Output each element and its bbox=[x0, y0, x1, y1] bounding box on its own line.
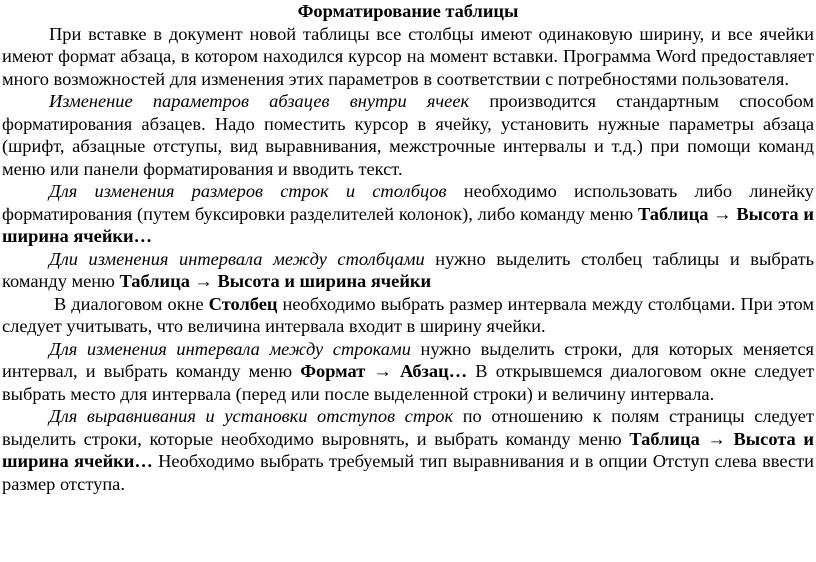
dialog-name: Столбец bbox=[208, 293, 278, 314]
paragraph-text: необходимо выбрать размер интервала между столбцами. При этом следует учитывать, что величина интервала входит в ширину ячейки. bbox=[2, 293, 814, 336]
paragraph-text: необходимо использовать либо линейку форматирования (путем буксировки разделителей колонок), либо команду меню bbox=[2, 181, 814, 224]
paragraph-column-dialog bbox=[2, 293, 814, 338]
menu-command: Таблица → Высота и ширина ячейки… bbox=[2, 428, 815, 471]
italic-term: Для изменения размеров строк и столбцов bbox=[49, 181, 447, 201]
paragraph-text: нужно выделить столбец таблицы и выбрать команду меню bbox=[2, 248, 814, 291]
paragraph-alignment bbox=[2, 405, 814, 495]
paragraph-text: В открывшемся диалоговом окне следует выбрать место для интервала (перед или после выделенной строки) и величину интервала. bbox=[2, 361, 815, 404]
paragraph-intro bbox=[2, 23, 814, 91]
italic-term: Для изменения интервала между строками bbox=[49, 338, 411, 359]
menu-command: Таблица → Высота и ширина ячейки bbox=[119, 271, 432, 291]
italic-term: Для выравнивания и установки отступов строк bbox=[49, 406, 454, 426]
menu-command: Формат → Абзац… bbox=[300, 361, 468, 381]
paragraph-text: производится стандартным способом форматирования абзацев. Надо поместить курсор в ячейку, установить нужные параметры абзаца (шрифт, абзацные отступы, вид выравнивания, межстрочные интервалы и т.д.) при помощи команд меню или панели форматирования и вводить текст. bbox=[2, 91, 814, 179]
paragraph-text: нужно выделить строки, для которых меняется интервал, и выбрать команду меню bbox=[2, 338, 814, 381]
paragraph-cell-format bbox=[2, 90, 814, 180]
menu-command: Таблица → Высота и ширина ячейки… bbox=[2, 203, 814, 246]
paragraph-row-spacing bbox=[2, 338, 814, 406]
paragraph-text: Необходимо выбрать требуемый тип выравнивания и в опции Отступ слева ввести размер отступа. bbox=[2, 451, 815, 494]
italic-term: Изменение параметров абзацев внутри ячеек bbox=[49, 91, 470, 111]
paragraph-text: В диалоговом окне bbox=[54, 293, 209, 314]
italic-term: Дли изменения интервала между столбцами bbox=[49, 248, 425, 269]
paragraph-text: При вставке в документ новой таблицы все столбцы имеют одинаковую ширину, и все ячейки имеют формат абзаца, в котором находился курсор на момент вставки. Программа Word предоставляет много возможностей для изменения этих параметров в соответствии с потребностями пользователя. bbox=[2, 23, 814, 89]
paragraph-column-spacing bbox=[2, 248, 814, 293]
paragraph-row-column-size bbox=[2, 180, 814, 248]
paragraph-text: по отношению к полям страницы следует выделить строки, которые необходимо выровнять, и выбрать команду меню bbox=[2, 406, 814, 449]
document-title: Форматирование таблицы bbox=[297, 1, 519, 21]
